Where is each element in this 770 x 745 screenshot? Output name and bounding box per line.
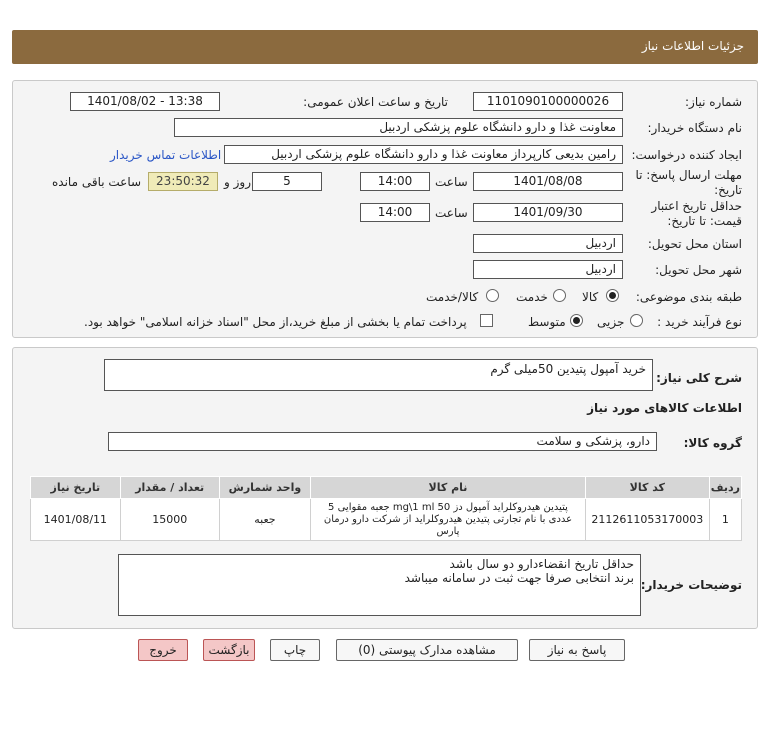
announce-label: تاریخ و ساعت اعلان عمومی: xyxy=(303,95,448,109)
goods-group-label: گروه کالا: xyxy=(683,436,742,450)
deadline-time-field: 14:00 xyxy=(360,172,430,191)
deadline-label: مهلت ارسال پاسخ: تا xyxy=(635,168,742,182)
exit-button[interactable]: خروج xyxy=(138,639,188,661)
col-need-date: تاریخ نیاز xyxy=(31,477,121,499)
need-number-label: شماره نیاز: xyxy=(685,95,742,109)
buyer-notes-label: توضیحات خریدار: xyxy=(640,578,742,592)
print-button[interactable]: چاپ xyxy=(270,639,320,661)
process-minor-radio[interactable] xyxy=(630,314,643,327)
buyer-contact-link[interactable]: اطلاعات تماس خریدار xyxy=(110,148,222,162)
city-label: شهر محل تحویل: xyxy=(655,263,742,277)
process-medium-label: متوسط xyxy=(528,315,566,329)
category-label: طبقه بندی موضوعی: xyxy=(635,290,742,304)
col-row: ردیف xyxy=(709,477,741,499)
col-item-name: نام کالا xyxy=(311,477,586,499)
deadline-time-label: ساعت xyxy=(435,175,468,189)
validity-label-date: قیمت: تا تاریخ: xyxy=(667,214,742,228)
city-field: اردبیل xyxy=(473,260,623,279)
category-goods-label: کالا xyxy=(582,290,599,304)
description-label: شرح کلی نیاز: xyxy=(656,371,742,385)
back-button[interactable]: بازگشت xyxy=(203,639,255,661)
buyer-notes-box xyxy=(118,554,641,616)
treasury-payment-checkbox[interactable] xyxy=(480,314,493,327)
category-service-label: خدمت xyxy=(516,290,548,304)
cell-quantity: 15000 xyxy=(120,499,219,541)
buyer-field: معاونت غذا و دارو دانشگاه علوم پزشکی اردبیل xyxy=(174,118,623,137)
deadline-label-date: تاریخ: xyxy=(714,183,742,197)
items-table xyxy=(30,476,742,541)
page-header xyxy=(12,30,758,64)
validity-date-field: 1401/09/30 xyxy=(473,203,623,222)
description-field: خرید آمپول پتیدین 50میلی گرم xyxy=(104,359,653,391)
cell-item-name: پتیدین هیدروکلراید آمپول دز 50 mg\1 ml جعبه مقوایی 5 عددی با نام تجارتی پتیدین هیدروکلراید از شرکت دارو درمان پارس xyxy=(311,499,586,541)
process-medium-radio[interactable] xyxy=(570,314,583,327)
col-unit: واحد شمارش xyxy=(219,477,310,499)
days-field: 5 xyxy=(252,172,322,191)
cell-need-date: 1401/08/11 xyxy=(31,499,121,541)
creator-label: ایجاد کننده درخواست: xyxy=(631,148,742,162)
remaining-label: ساعت باقی مانده xyxy=(52,175,142,189)
items-table-header xyxy=(31,477,742,499)
creator-field: رامین بدیعی کارپرداز معاونت غذا و دارو دانشگاه علوم پزشکی اردبیل xyxy=(224,145,623,164)
category-service-radio[interactable] xyxy=(553,289,566,302)
items-heading: اطلاعات کالاهای مورد نیاز xyxy=(587,401,742,415)
table-row xyxy=(31,499,742,541)
treasury-payment-note: پرداخت تمام یا بخشی از مبلغ خرید،از محل "اسناد خزانه اسلامی" خواهد بود. xyxy=(84,315,467,329)
cell-unit: جعبه xyxy=(219,499,310,541)
need-number-field: 1101090100000026 xyxy=(473,92,623,111)
category-goods-service-label: کالا/خدمت xyxy=(426,290,479,304)
validity-label: حداقل تاریخ اعتبار xyxy=(651,199,742,213)
buyer-notes-line-2: برند انتخابی صرفا جهت ثبت در سامانه میباشد xyxy=(404,571,634,585)
buyer-notes-line-1: حداقل تاریخ انقضاءدارو دو سال باشد xyxy=(449,557,634,571)
announce-field: 1401/08/02 - 13:38 xyxy=(70,92,220,111)
col-quantity: تعداد / مقدار xyxy=(120,477,219,499)
deadline-date-field: 1401/08/08 xyxy=(473,172,623,191)
validity-time-field: 14:00 xyxy=(360,203,430,222)
cell-item-code: 2112611053170003 xyxy=(585,499,709,541)
category-goods-service-radio[interactable] xyxy=(486,289,499,302)
days-label: روز و xyxy=(224,175,251,189)
province-label: استان محل تحویل: xyxy=(647,237,742,251)
goods-group-field: دارو، پزشکی و سلامت xyxy=(108,432,657,451)
category-goods-radio[interactable] xyxy=(606,289,619,302)
process-label: نوع فرآیند خرید : xyxy=(657,315,742,329)
validity-time-label: ساعت xyxy=(435,206,468,220)
col-item-code: کد کالا xyxy=(585,477,709,499)
page-title: جزئیات اطلاعات نیاز xyxy=(641,39,744,53)
view-documents-button[interactable]: مشاهده مدارک پیوستی (0) xyxy=(336,639,518,661)
cell-row: 1 xyxy=(709,499,741,541)
process-minor-label: جزیی xyxy=(597,315,625,329)
province-field: اردبیل xyxy=(473,234,623,253)
reply-button[interactable]: پاسخ به نیاز xyxy=(529,639,625,661)
buyer-label: نام دستگاه خریدار: xyxy=(647,121,742,135)
remaining-time-field: 23:50:32 xyxy=(148,172,218,191)
